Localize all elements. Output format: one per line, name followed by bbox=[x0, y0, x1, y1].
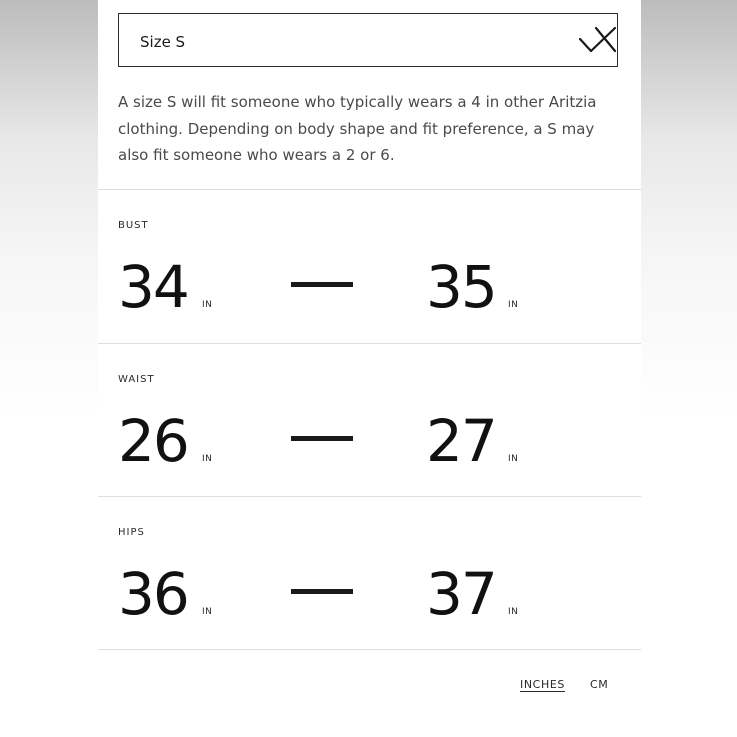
size-description: A size S will fit someone who typically wears a 4 in other Aritzia clothing. Depending on body shape and fit preference, a S may also fit someone who wears a 2 or 6. bbox=[118, 93, 597, 164]
measurement-min-value: 34 bbox=[118, 253, 188, 321]
measurement-max-value: 37 bbox=[426, 560, 496, 628]
measurement-min-value: 26 bbox=[118, 407, 188, 475]
measurement-row-bust bbox=[98, 190, 641, 343]
inches-toggle[interactable]: INCHES bbox=[520, 678, 565, 691]
unit-label: IN bbox=[202, 607, 213, 617]
range-dash bbox=[291, 282, 353, 287]
measurement-label: HIPS bbox=[118, 527, 145, 538]
measurement-row-waist bbox=[98, 344, 641, 497]
unit-label: IN bbox=[508, 607, 519, 617]
measurement-max-value: 35 bbox=[426, 253, 496, 321]
unit-label: IN bbox=[508, 454, 519, 464]
unit-label: IN bbox=[508, 300, 519, 310]
size-selector[interactable] bbox=[118, 13, 618, 67]
size-guide-panel bbox=[98, 0, 641, 737]
measurement-max-value: 27 bbox=[426, 407, 496, 475]
range-dash bbox=[291, 436, 353, 441]
measurement-label: WAIST bbox=[118, 374, 155, 385]
cm-toggle[interactable]: CM bbox=[590, 678, 609, 691]
size-selector-label: Size S bbox=[140, 33, 186, 51]
unit-label: IN bbox=[202, 454, 213, 464]
measurement-row-hips bbox=[98, 497, 641, 650]
measurement-min-value: 36 bbox=[118, 560, 188, 628]
measurement-label: BUST bbox=[118, 220, 149, 231]
divider bbox=[98, 649, 641, 650]
unit-label: IN bbox=[202, 300, 213, 310]
check-icon[interactable] bbox=[579, 26, 617, 54]
range-dash bbox=[291, 589, 353, 594]
